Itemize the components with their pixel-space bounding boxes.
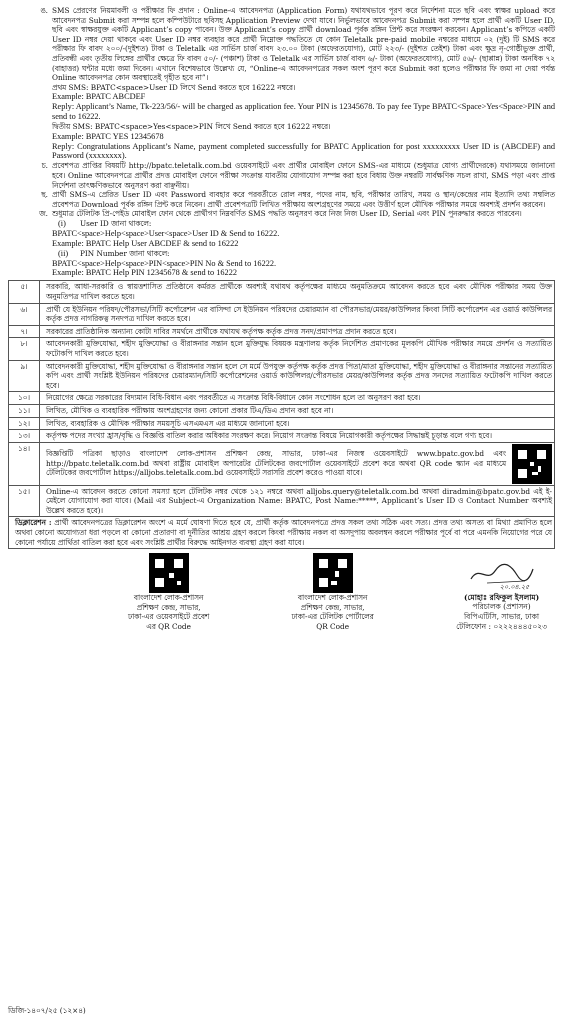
dfp-code: ডিজি-১৪০৭/২৫ (১২×৪): [8, 1006, 86, 1015]
signer-phone: টেলিফোন : ০২২২৪৪৪৫০২৩: [456, 621, 547, 631]
list-item: [9, 360, 554, 392]
list-item: [9, 429, 554, 442]
qr-caption-line: বাংলাদেশ লোক-প্রশাসন: [133, 593, 204, 603]
item-number: ১০।: [17, 393, 31, 403]
signer-org: বিপিএটিসি, সাভার, ঢাকা: [464, 612, 540, 622]
qr-caption-line: ঢাকা-এর ওয়েবসাইটে প্রবেশ: [128, 612, 210, 622]
qr-block-portal: [292, 553, 374, 631]
signer-title: পরিচালক (প্রশাসন): [472, 602, 531, 612]
signer-name: (মোহাঃ রফিকুল ইসলাম): [463, 592, 540, 602]
item-text: আবেদনকারী মুক্তিযোদ্ধা, শহীদ মুক্তিযোদ্ধা ও বীরাঙ্গনার সন্তান হলে সে মর্মে উপযুক্ত কর্তৃপক্ষ কর্তৃক প্রদত্ত পিতা/মাতা মুক্তিযোদ্ধা, শহীদ মুক্তিযোদ্ধা ও বীরাঙ্গনার সন্তানের সত্যায়িত কপি এবং প্রার্থী সংশ্লিষ্ট ইউনিয়ন পরিষদের চেয়ারম্যান/সিটি কর্পোরেশনের ওয়ার্ড কাউন্সিলর/পৌরসভার মেয়র/কাউন্সিলর কর্তৃক প্রদত্ত সনদের সত্যায়িত ফটোকপি দাখিল করতে হবে।: [46, 361, 552, 390]
sub-mark-1: (i): [58, 218, 66, 228]
recovery-example-1: Example: BPATC Help User ABCDEF & send to 16222: [52, 238, 239, 248]
item-number: ৭।: [20, 326, 28, 336]
list-item: [9, 337, 554, 359]
item-text: নিয়োগের ক্ষেত্রে সরকারের বিদ্যমান বিধি-বিধান এবং পরবর্তীতে এ সংক্রান্ত বিধি-বিধানে কোন সংশোধন হলে তা অনুসরণ করা হবে।: [46, 393, 421, 403]
teletalk-qr-code[interactable]: [512, 444, 552, 484]
list-item: [9, 303, 554, 325]
list-item: [9, 391, 554, 404]
footer: [8, 553, 555, 631]
section-label: ঙ.: [40, 6, 48, 15]
section-pin-recovery: [8, 209, 555, 278]
section-label: ছ.: [41, 190, 48, 200]
list-item: [9, 281, 554, 302]
item-text: Online-এ আবেদন করতে কোনো সমস্যা হলে টেলিটক নম্বর থেকে ১২১ নম্বরে অথবা alljobs.query@teletalk.com.bd অথবা diradmin@bpatc.gov.bd এই ই-মেইলে যোগাযোগ করা যাবে। (Mail এর Subject-এ Organization Name: BPATC, Post Name:*****, Applicant’s User ID ও Contact Number অবশ্যই উল্লেখ করতে হবে)।: [46, 486, 552, 515]
admit-card-download-text: প্রার্থী SMS-এ প্রেরিত User ID এবং Password ব্যবহার করে পরবর্তীতে রোল নম্বর, পদের নাম, ছবি, পরীক্ষার তারিখ, সময় ও স্থান/কেন্দ্রের নাম ইত্যাদি তথ্য সম্বলিত প্রবেশপত্র Download পূর্বক রঙ্গিন প্রিন্ট করে নিবেন। প্রার্থী প্রবেশপত্রটি লিখিত পরীক্ষায় অংশগ্রহণের সময়ে এবং উত্তীর্ণ হলে মৌখিক পরীক্ষার সময়ে অবশ্যই প্রদর্শন করবেন।: [52, 190, 555, 209]
signature-date: ২০.০৪.২৫: [499, 583, 530, 592]
item-text: সরকারি, আধা-সরকারি ও স্বায়ত্তশাসিত প্রতিষ্ঠানে কর্মরত প্রার্থীকে অবশ্যই যথাযথ কর্তৃপক্ষের মাধ্যমে অনুমতিক্রমে আবেদন করতে হবে এবং মৌখিক পরীক্ষার সময় উক্ত অনুমতিপত্র দাখিল করতে হবে।: [46, 282, 552, 301]
section-sms-rules: [8, 6, 555, 161]
item-text: লিখিত, ব্যবহারিক ও মৌখিক পরীক্ষার সময়সূচি এসএমএস এর মাধ্যমে জানানো হবে।: [46, 418, 290, 428]
numbered-items: [8, 280, 555, 549]
qr-caption-line: বাংলাদেশ লোক-প্রশাসন: [297, 593, 368, 603]
recovery-command-1: BPATC<space>Help<space>User<space>User ID & Send to 16222.: [52, 228, 280, 238]
qr-block-website: [128, 553, 209, 631]
first-sms-line: প্রথম SMS: BPATC<space>User ID লিখে Send করতে হবে 16222 নম্বরে।: [52, 82, 296, 92]
item-number: ১৪।: [17, 443, 31, 453]
admit-card-text: প্রবেশপত্র প্রাপ্তির বিষয়টি http://bpatc.teletalk.com.bd ওয়েবসাইটে এবং প্রার্থীর মোবাইল ফোনে SMS-এর মাধ্যমে (শুধুমাত্র যোগ্য প্রার্থীদেরকে) যথাসময়ে জানানো হবে। Online আবেদনপত্রে প্রার্থীর প্রদত্ত মোবাইল ফোনে পরীক্ষা সংক্রান্ত যাবতীয় যোগাযোগ সম্পন্ন করা হবে বিধায় উক্ত নম্বরটি সার্বক্ষণিক সচল রাখা, SMS পড়া এবং প্রাপ্ত নির্দেশনা তাৎক্ষণিকভাবে অনুসরণ করা বাঞ্ছনীয়।: [52, 161, 555, 190]
pin-recovery-text: শুধুমাত্র টেলিটক প্রি-পেইড মোবাইল ফোন থেকে প্রার্থীগণ নিম্নবর্ণিত SMS পদ্ধতি অনুসরণ করে নিজ নিজ User ID, Serial এবং PIN পুনরুদ্ধার করতে পারবেন।: [52, 209, 522, 219]
item-text: বিজ্ঞপ্তিটি পত্রিকা ছাড়াও বাংলাদেশ লোক-প্রশাসন প্রশিক্ষণ কেন্দ্র, সাভার, ঢাকা-এর নিজস্ব ওয়েবসাইটে www.bpatc.gov.bd এবং http://bpatc.teletalk.com.bd অথবা রাষ্ট্রীয় মোবাইল অপারেটর টেলিটকের জবপোর্টাল ওয়েবসাইটে প্রবেশ করে অথবা QR code স্ক্যান এর মাধ্যমে টেলিটকের জবপোর্টাল https://alljobs.teletalk.com.bd ওয়েবসাইটে সরাসরি প্রবেশ করেও পাওয়া যাবে।: [46, 449, 506, 478]
example-2: Example: BPATC YES 12345678: [52, 131, 164, 141]
list-item: [9, 325, 554, 338]
qr-caption-line: প্রশিক্ষণ কেন্দ্র, সাভার,: [300, 602, 365, 612]
sub-mark-2: (ii): [58, 248, 69, 258]
reply-2: Reply: Congratulations Applicant’s Name, payment completed successfully for BPATC Application for post xxxxxxxxx User ID is (ABCDEF) and Password (xxxxxxxx).: [52, 141, 555, 161]
qr-caption-line: QR Code: [316, 621, 350, 631]
item-number: ৫।: [20, 282, 28, 292]
second-sms-line: দ্বিতীয় SMS: BPATC<space>Yes<space>PIN লিখে Send করতে হবে 16222 নম্বরে।: [52, 122, 331, 132]
section-label: জ.: [39, 209, 48, 219]
signature-block: [456, 561, 547, 632]
declaration: [9, 516, 554, 548]
list-item: [9, 417, 554, 430]
list-item: [9, 442, 554, 485]
sub-title-1: User ID জানা থাকলে:: [80, 218, 152, 228]
list-item: [9, 485, 554, 517]
sub-title-2: PIN Number জানা থাকলে:: [80, 248, 170, 258]
declaration-text: প্রার্থী আবেদনপত্রের ডিক্লারেশন অংশে এ মর্মে ঘোষণা দিতে হবে যে, প্রার্থী কর্তৃক আবেদনপত্রে প্রদত্ত সকল তথ্য সঠিক এবং সত্য। প্রদত্ত তথ্য অসত্য বা মিথ্যা প্রমাণিত হলে অথবা কোনো অযোগ্যতা ধরা পড়লে বা কোনো প্রতারণা বা দুর্নীতির আশ্রয় গ্রহণ করলে কিংবা পরীক্ষায় নকল বা অসদুপায় অবলম্বন করলে পরীক্ষার পূর্বে বা পরে এমনকি নিয়োগের পরে যে কোনো পর্যায়ে প্রার্থিতা বাতিল করা হবে এবং সংশ্লিষ্ট প্রার্থীর বিরুদ্ধে আইনগত ব্যবস্থা গ্রহণ করা যাবে।: [15, 518, 552, 547]
item-number: ৬।: [20, 304, 28, 314]
section-admit-card-download: [8, 190, 555, 209]
recovery-command-2: BPATC<space>Help<space>PIN<space>PIN No & Send to 16222.: [52, 258, 277, 268]
item-number: ১১।: [17, 405, 31, 415]
item-number: ১২।: [17, 418, 31, 428]
item-text: প্রার্থী যে ইউনিয়ন পরিষদ/পৌরসভা/সিটি কর্পোরেশন এর বাসিন্দা সে ইউনিয়ন পরিষদের চেয়ারম্যান বা পৌরসভার/মেয়র/কাউন্সিলর কিংবা সিটি কর্পোরেশন এর ওয়ার্ড কাউন্সিলর কর্তৃক প্রদত্ত নাগরিকত্ব সনদপত্র দাখিল করতে হবে।: [46, 304, 552, 324]
qr-caption-line: এর QR Code: [146, 621, 191, 631]
section-label: চ.: [41, 161, 48, 171]
portal-qr-code[interactable]: [313, 553, 353, 593]
qr-caption-line: প্রশিক্ষণ কেন্দ্র, সাভার,: [136, 602, 201, 612]
item-number: ৮।: [20, 339, 28, 349]
reply-1: Reply: Applicant’s Name, Tk-223/56/- will be charged as application fee. Your PIN is 12345678. To pay fee Type BPATC<Space>Yes<Space>PIN and send to 16222.: [52, 102, 555, 122]
website-qr-code[interactable]: [149, 553, 189, 593]
list-item: [9, 404, 554, 417]
item-text: লিখিত, মৌখিক ও ব্যবহারিক পরীক্ষায় অংশগ্রহণের জন্য কোনো প্রকার টিএ/ডিএ প্রদান করা হবে না।: [46, 405, 334, 415]
item-number: ১৫।: [17, 486, 31, 496]
example-1: Example: BPATC ABCDEF: [52, 92, 146, 102]
item-number: ১৩।: [17, 431, 31, 441]
recovery-example-2: Example: BPATC Help PIN 12345678 & send to 16222: [52, 268, 237, 278]
item-text: কর্তৃপক্ষ পদের সংখ্যা হ্রাস/বৃদ্ধি ও বিজ্ঞপ্তি বাতিল করার অধিকার সংরক্ষণ করে। নিয়োগ সংক্রান্ত বিষয়ে নিয়োগকারী কর্তৃপক্ষের সিদ্ধান্তই চূড়ান্ত বলে গণ্য হবে।: [46, 431, 492, 441]
item-text: আবেদনকারী মুক্তিযোদ্ধা, শহীদ মুক্তিযোদ্ধা ও বীরাঙ্গনার সন্তান হলে মুক্তিযুদ্ধ বিষয়ক মন্ত্রণালয় কর্তৃক নির্দেশিত প্রমাণকের মূলকপি মৌখিক পরীক্ষার সময়ে প্রদর্শন ও সত্যায়িত ফটোকপি দাখিল করতে হবে।: [46, 339, 552, 358]
declaration-label: ডিক্লারেশন :: [15, 518, 52, 528]
qr-caption-line: ঢাকা-এর টেলিটক পোর্টালের: [291, 612, 374, 622]
sms-rules-text: SMS প্রেরণের নিয়মাবলী ও পরীক্ষার ফি প্রদান : Online-এ আবেদনপত্র (Application Form) যথাযথভাবে পূরণ করে নির্দেশনা মতে ছবি এবং স্বাক্ষর upload করে আবেদনপত্র Submit করা সম্পন্ন হলে কম্পিউটারে ছবিসহ Application Preview দেখা যাবে। নির্ভুলভাবে আবেদনপত্র Submit করা সম্পন্ন হলে প্রার্থী একটি User ID, ছবি এবং স্বাক্ষরযুক্ত একটি Applicant’s copy পাবেন। উক্ত Applicant’s copy প্রার্থী download পূর্বক রঙ্গিন প্রিন্ট করে সংরক্ষণ করবেন। Applicant’s কপিতে একটি User ID নম্বর দেয়া থাকবে এবং User ID নম্বর ব্যবহার করে প্রার্থী নিম্নোক্ত পদ্ধতিতে যে কোন Teletalk pre-paid mobile নম্বরের মাধ্যমে ০২ (দুই) টি SMS করে পরীক্ষার ফি বাবদ ২০০/-(দুইশত) টাকা ও Teletalk এর সার্ভিস চার্জ বাবদ ২৩.০০ টাকা (অফেরতযোগ্য), মোট ২২৩/- (দুইশত তেইশ) টাকা এবং ক্ষুদ্র নৃ-গোষ্ঠীভুক্ত প্রার্থী, প্রতিবন্ধী এবং তৃতীয় লিঙ্গের প্রার্থীর ক্ষেত্রে ফি বাবদ ৫০/- (পঞ্চাশ) টাকা ও Teletalk এর সার্ভিস চার্জ বাবদ ৬/- টাকা (অফেরতযোগ্য), মোট ৫৬/- (ছাপ্পান্ন) টাকা অনধিক ৭২ (বাহাত্তর) ঘন্টার মধ্যে জমা দিবেন। এখানে বিশেষভাবে উল্লেখ্য যে, “Online-এ আবেদনপত্রের সকল অংশ পূরণ করে Submit করা হলেও পরীক্ষার ফি জমা না দেয়া পর্যন্ত Online আবেদনপত্র কোন অবস্থাতেই গৃহীত হবে না”।: [52, 6, 555, 83]
section-admit-card-notice: [8, 161, 555, 190]
item-text: সরকারের প্রাতিষ্ঠানিক অন্যান্য কোটা দাবির সমর্থনে প্রার্থীকে যথাযথ কর্তৃপক্ষ কর্তৃক প্রদত্ত সনদ/প্রমাণপত্র প্রদান করতে হবে।: [46, 326, 397, 336]
item-number: ৯।: [20, 361, 28, 371]
